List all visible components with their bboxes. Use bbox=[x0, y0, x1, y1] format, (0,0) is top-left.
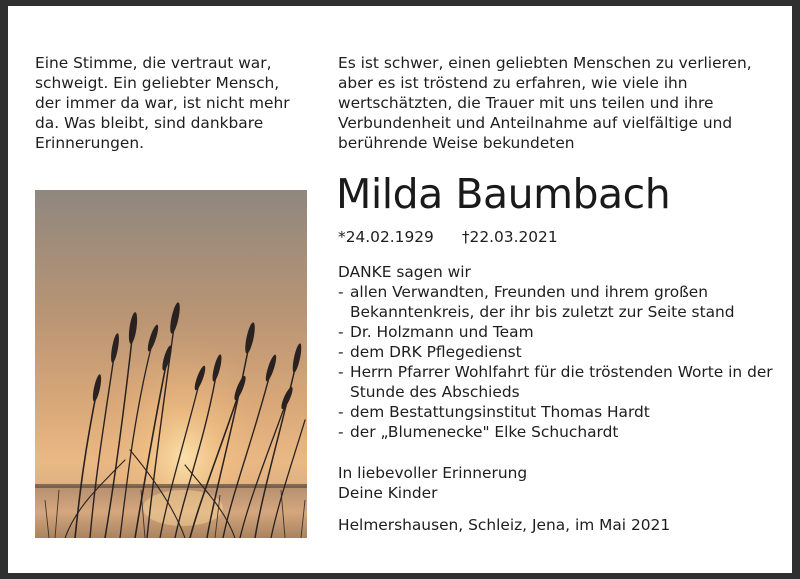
deceased-name: Milda Baumbach bbox=[336, 170, 671, 218]
list-item-line: - der „Blumenecke" Elke Schuchardt bbox=[350, 423, 619, 441]
memorial-quote bbox=[35, 53, 305, 153]
thanks-heading: DANKE sagen wir bbox=[338, 263, 471, 281]
list-item-line: - Herrn Pfarrer Wohlfahrt für die tröstenden Worte in der bbox=[350, 363, 773, 381]
thanks-list bbox=[338, 282, 788, 442]
list-item-line: Stunde des Abschieds bbox=[350, 383, 520, 401]
list-item bbox=[338, 422, 788, 442]
sunset-reeds-photo bbox=[35, 190, 307, 538]
intro-line: Es ist schwer, einen geliebten Menschen zu verlieren, bbox=[338, 54, 752, 72]
life-dates bbox=[338, 227, 586, 247]
quote-line: Eine Stimme, die vertraut war, bbox=[35, 54, 272, 72]
obituary-card bbox=[8, 6, 792, 573]
intro-line: wertschätzten, die Trauer mit uns teilen und ihre bbox=[338, 94, 714, 112]
list-item bbox=[338, 342, 788, 362]
list-item-line: Bekanntenkreis, der ihr bis zuletzt zur Seite stand bbox=[350, 303, 735, 321]
list-item-line: - allen Verwandten, Freunden und ihrem großen bbox=[350, 283, 709, 301]
quote-line: der immer da war, ist nicht mehr bbox=[35, 94, 290, 112]
signoff bbox=[338, 463, 527, 503]
list-item bbox=[338, 282, 788, 322]
thank-you-intro bbox=[338, 53, 778, 153]
sunset-reeds-image bbox=[35, 190, 307, 538]
list-item bbox=[338, 322, 788, 342]
signoff-signature: Deine Kinder bbox=[338, 484, 438, 502]
thanks-list-section bbox=[338, 262, 788, 442]
list-item bbox=[338, 362, 788, 402]
list-item-line: - Dr. Holzmann und Team bbox=[350, 323, 534, 341]
place-and-date: Helmershausen, Schleiz, Jena, im Mai 2021 bbox=[338, 516, 671, 534]
intro-line: berührende Weise bekundeten bbox=[338, 134, 575, 152]
list-item-line: - dem Bestattungsinstitut Thomas Hardt bbox=[350, 403, 650, 421]
death-date: †22.03.2021 bbox=[461, 228, 558, 246]
intro-line: aber es ist tröstend zu erfahren, wie viele ihn bbox=[338, 74, 688, 92]
birth-date: *24.02.1929 bbox=[338, 228, 434, 246]
list-item bbox=[338, 402, 788, 422]
intro-line: Verbundenheit und Anteilnahme auf vielfältige und bbox=[338, 114, 733, 132]
quote-line: schweigt. Ein geliebter Mensch, bbox=[35, 74, 280, 92]
quote-line: da. Was bleibt, sind dankbare bbox=[35, 114, 264, 132]
signoff-line: In liebevoller Erinnerung bbox=[338, 464, 528, 482]
list-item-line: - dem DRK Pflegedienst bbox=[350, 343, 522, 361]
quote-line: Erinnerungen. bbox=[35, 134, 145, 152]
